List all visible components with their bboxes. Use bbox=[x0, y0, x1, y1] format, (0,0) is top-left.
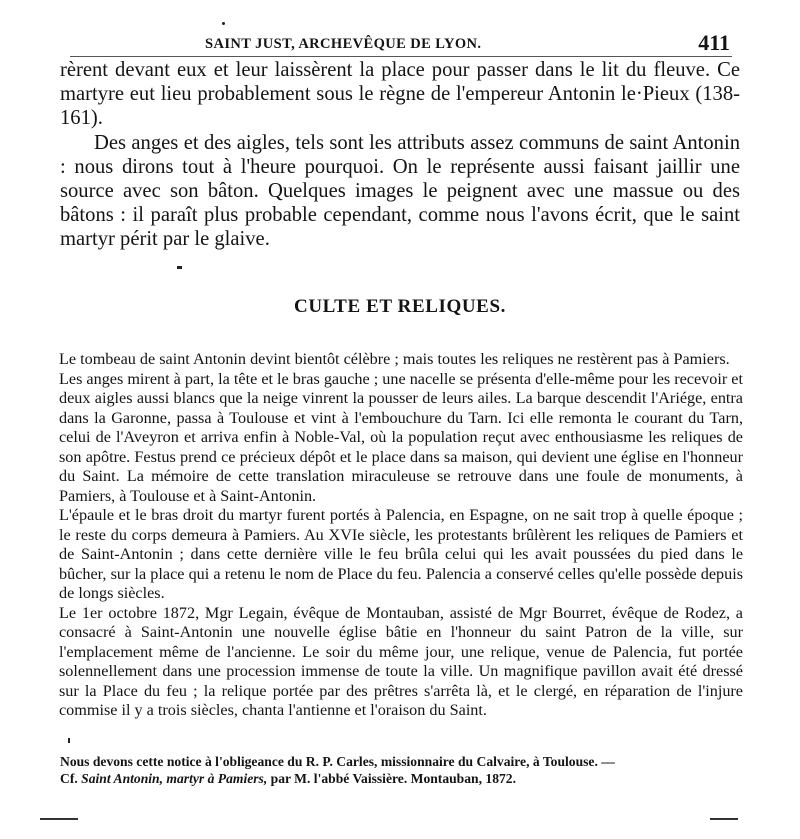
bottom-rule-left bbox=[40, 818, 78, 820]
ink-speck bbox=[222, 22, 225, 25]
footnote-cf: Cf. bbox=[60, 771, 82, 786]
page-header bbox=[70, 30, 730, 54]
section-body bbox=[59, 350, 743, 721]
body-paragraph-2: Les anges mirent à part, la tête et le bras gauche ; une nacelle se présenta d'elle-même pour les recevoir et deux aigles aussi blancs que la neige vinrent la pousser de leurs ailes. La barque descendit l'Ariége, entra dans la Garonne, passa à Toulouse et vint à l'embouchure du Tarn. Ici elle remonta le courant du Tarn, celui de l'Aveyron et arriva enfin à Noble-Val, où la population reçut avec enthousiasme les reliques de son apôtre. Festus prend ce précieux dépôt et le place dans sa maison, qui devient une église en l'honneur du Saint. La mémoire de cette translation miraculeuse se retrouve dans une foule de monuments, à Pamiers, à Toulouse et à Saint-Antonin. bbox=[59, 369, 743, 505]
running-title: SAINT JUST, ARCHEVÊQUE DE LYON. bbox=[205, 36, 482, 52]
page-number: 411 bbox=[698, 30, 730, 55]
footnote-line-1: Nous devons cette notice à l'obligeance du R. P. Carles, missionnaire du Calvaire, à Toulouse. — bbox=[60, 754, 615, 769]
ink-tick bbox=[68, 738, 70, 743]
intro-text bbox=[60, 58, 740, 252]
intro-paragraph-2: Des anges et des aigles, tels sont les attributs assez communs de saint Antonin : nous dirons tout à l'heure pourquoi. On le représente aussi faisant jaillir une source avec son bâton. Quelques images le peignent avec une massue ou des bâtons : il paraît plus probable cependant, comme nous l'avons écrit, que le saint martyr périt par le glaive. bbox=[60, 131, 740, 251]
section-separator-mark bbox=[177, 266, 182, 269]
footnote-citation: par M. l'abbé Vaissière. Montauban, 1872. bbox=[267, 771, 516, 786]
footnote bbox=[60, 753, 740, 787]
section-title: CULTE ET RELIQUES. bbox=[294, 296, 506, 317]
intro-paragraph-1: rèrent devant eux et leur laissèrent la place pour passer dans le lit du fleuve. Ce martyre eut lieu probablement sous le règne de l'empereur Antonin le·Pieux (138-161). bbox=[60, 59, 740, 130]
footnote-line-2 bbox=[60, 770, 740, 787]
footnote-title: Saint Antonin, martyr à Pamiers, bbox=[81, 771, 268, 786]
header-rule bbox=[70, 56, 732, 57]
bottom-rule-right bbox=[710, 818, 738, 820]
body-paragraph-1: Le tombeau de saint Antonin devint bientôt célèbre ; mais toutes les reliques ne restèrent pas à Pamiers. bbox=[59, 350, 730, 368]
body-paragraph-3: L'épaule et le bras droit du martyr furent portés à Palencia, en Espagne, on ne sait trop à quelle époque ; le reste du corps demeura à Pamiers. Au XVIe siècle, les protestants brûlèrent les reliques de Pamiers et de Saint-Antonin ; dans cette dernière ville le feu brûla celui qui les avait poussées du pied dans le bûcher, sur la place qui a retenu le nom de Place du feu. Palencia a conservé celles qu'elle possède depuis de longs siècles. bbox=[59, 506, 743, 602]
body-paragraph-4: Le 1er octobre 1872, Mgr Legain, évêque de Montauban, assisté de Mgr Bourret, évêque de Rodez, a consacré à Saint-Antonin une nouvelle église bâtie en l'honneur du saint Patron de la ville, sur l'emplacement même de l'ancienne. Le soir du même jour, une relique, venue de Palencia, fut portée solennellement dans une procession immense de toute la ville. Un magnifique pavillon avait été dressé sur la Place du feu ; la relique portée par des prêtres s'arrêta là, et le clergé, en réparation de l'injure commise il y a trois siècles, chanta l'antienne et l'oraison du Saint. bbox=[59, 603, 743, 719]
